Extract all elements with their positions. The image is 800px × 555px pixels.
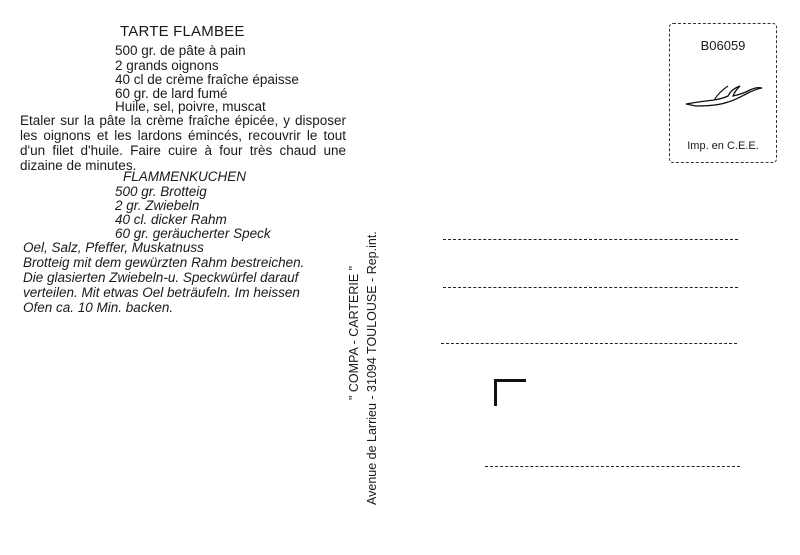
t-mark-vertical bbox=[494, 379, 497, 406]
ingredient-fr-1: 500 gr. de pâte à pain bbox=[115, 43, 246, 58]
publisher-name: " COMPA - CARTERIE " bbox=[347, 265, 361, 400]
stamp-code: B06059 bbox=[700, 38, 746, 53]
recipe-title-fr: TARTE FLAMBEE bbox=[120, 23, 245, 40]
publisher-info bbox=[345, 231, 381, 505]
ingredient-fr-3: 40 cl de crème fraîche épaisse bbox=[115, 72, 299, 87]
ingredient-fr-4: 60 gr. de lard fumé bbox=[115, 86, 228, 101]
address-line-3 bbox=[441, 343, 737, 344]
stamp-box bbox=[669, 23, 777, 163]
address-line-4 bbox=[485, 466, 740, 467]
seasoning-de: Oel, Salz, Pfeffer, Muskatnuss bbox=[23, 240, 204, 255]
publisher-address: Avenue de Larrieu - 31094 TOULOUSE - Rep.int. bbox=[365, 231, 379, 505]
stamp-note: Imp. en C.E.E. bbox=[687, 140, 759, 152]
address-line-2 bbox=[443, 287, 738, 288]
ingredient-de-4: 60 gr. geräucherter Speck bbox=[115, 226, 271, 241]
instructions-de: Brotteig mit dem gewürzten Rahm bestreichen. Die glasierten Zwiebeln-u. Speckwürfel darauf verteilen. Mit etwas Oel beträufeln. Im heissen Ofen ca. 10 Min. backen. bbox=[23, 255, 305, 315]
ingredient-fr-5: Huile, sel, poivre, muscat bbox=[115, 99, 266, 114]
instructions-fr: Etaler sur la pâte la crème fraîche épicée, y disposer les oignons et les lardons émincés, recouvrir le tout d'un filet d'huile. Faire cuire à four très chaud une dizaine de minutes. bbox=[20, 113, 346, 173]
ingredient-de-2: 2 gr. Zwiebeln bbox=[115, 198, 200, 213]
bird-icon bbox=[684, 80, 764, 115]
t-mark-horizontal bbox=[494, 379, 526, 382]
ingredient-fr-2: 2 grands oignons bbox=[115, 58, 219, 73]
address-line-1 bbox=[443, 239, 738, 240]
recipe-title-de: FLAMMENKUCHEN bbox=[123, 169, 247, 184]
ingredient-de-3: 40 cl. dicker Rahm bbox=[115, 212, 227, 227]
ingredient-de-1: 500 gr. Brotteig bbox=[115, 184, 207, 199]
